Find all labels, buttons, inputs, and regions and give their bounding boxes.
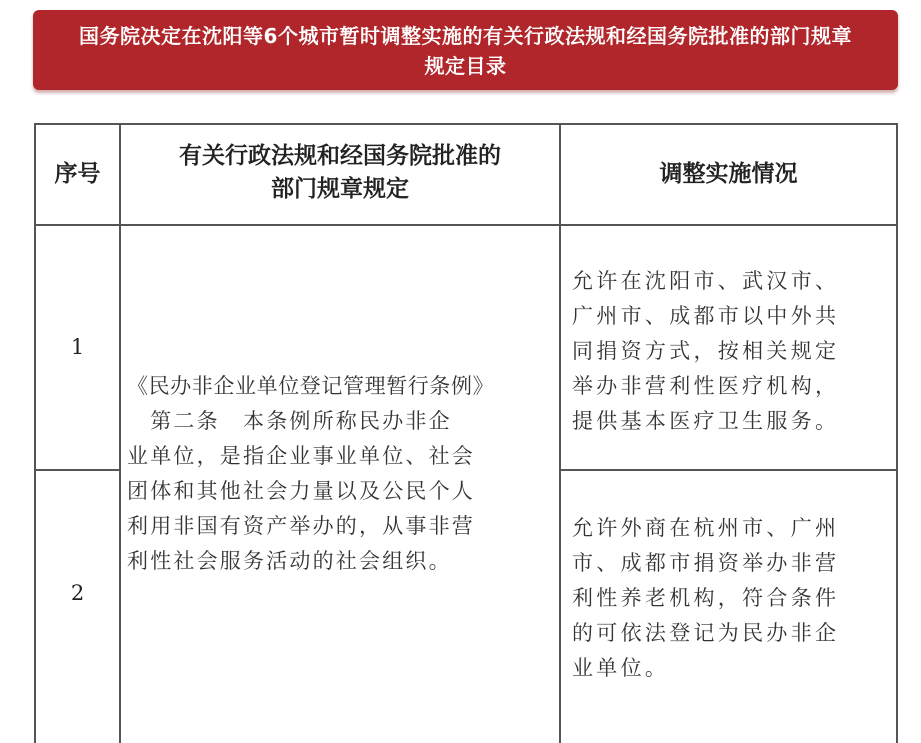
header-regulation-line-2: 部门规章规定	[271, 176, 409, 202]
header-bottom-rule	[34, 224, 898, 226]
row-divider-adjustment	[560, 469, 898, 471]
row-2-adjustment	[572, 511, 892, 686]
regulation-line: 利用非国有资产举办的，从事非营	[127, 514, 475, 538]
column-rule-2	[559, 123, 561, 743]
adjustment-line: 允许外商在杭州市、广州	[572, 516, 840, 540]
adjustment-line: 举办非营利性医疗机构，	[572, 374, 840, 398]
adjustment-line: 利性养老机构，符合条件	[572, 586, 840, 610]
adjustment-line: 的可依法登记为民办非企	[572, 621, 840, 645]
regulation-line: 利性社会服务活动的社会组织。	[127, 549, 452, 573]
row-1-adjustment	[572, 264, 892, 439]
adjustment-line: 提供基本医疗卫生服务。	[572, 409, 840, 433]
regulation-text	[127, 369, 555, 579]
adjustment-line: 业单位。	[572, 656, 670, 680]
table-top-rule	[34, 123, 898, 125]
row-divider-number	[34, 469, 120, 471]
title-banner	[33, 10, 898, 90]
row-2-number: 2	[70, 581, 85, 605]
title-line-2: 规定目录	[424, 54, 507, 78]
regulation-table	[34, 123, 898, 743]
header-number: 序号	[54, 161, 101, 187]
regulation-line: 业单位，是指企业事业单位、社会	[127, 444, 475, 468]
header-regulation	[121, 140, 559, 206]
adjustment-line: 同捐资方式，按相关规定	[572, 339, 840, 363]
regulation-line: 《民办非企业单位登记管理暂行条例》	[127, 374, 495, 398]
table-left-rule	[34, 123, 36, 743]
adjustment-line: 广州市、成都市以中外共	[572, 304, 840, 328]
title-line-1: 国务院决定在沈阳等6个城市暂时调整实施的有关行政法规和经国务院批准的部门规章	[79, 24, 852, 48]
column-rule-1	[119, 123, 121, 743]
row-1-number: 1	[70, 335, 85, 359]
table-right-rule	[896, 123, 898, 743]
regulation-line: 团体和其他社会力量以及公民个人	[127, 479, 475, 503]
adjustment-line: 市、成都市捐资举办非营	[572, 551, 840, 575]
regulation-line: 第二条 本条例所称民办非企	[127, 409, 452, 433]
header-regulation-line-1: 有关行政法规和经国务院批准的	[179, 143, 501, 169]
header-adjustment: 调整实施情况	[659, 161, 798, 187]
adjustment-line: 允许在沈阳市、武汉市、	[572, 269, 840, 293]
